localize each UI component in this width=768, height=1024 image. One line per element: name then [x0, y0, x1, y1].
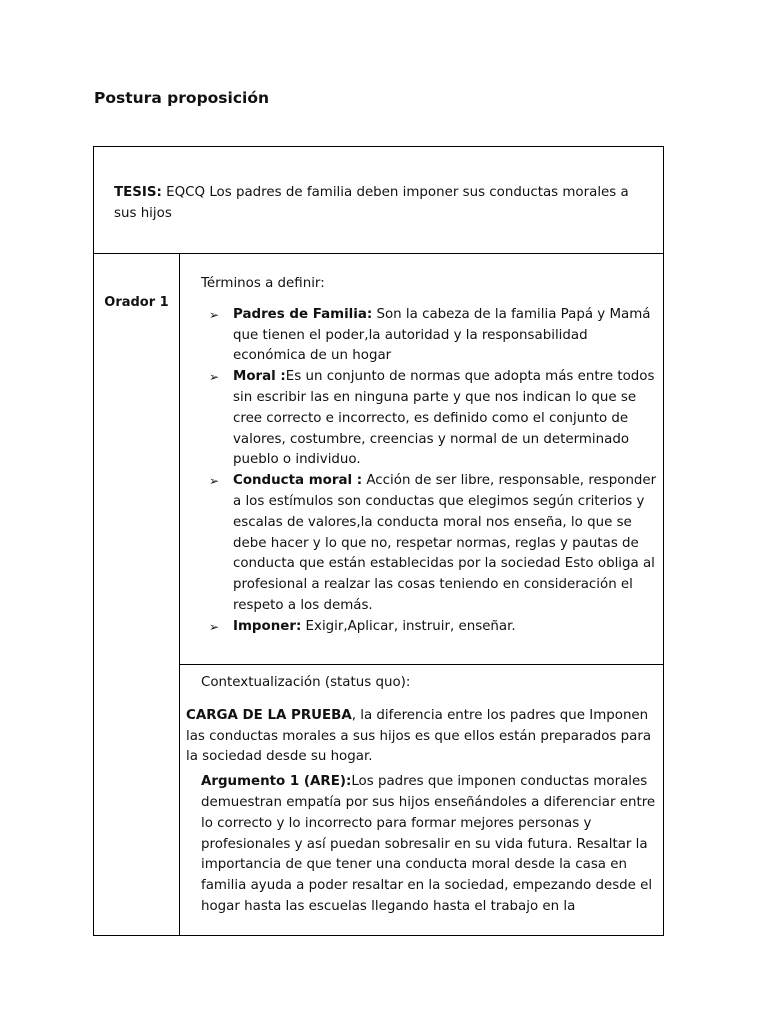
definition-term: Moral :: [233, 369, 286, 385]
definition-item: [209, 367, 657, 471]
definition-text: Es un conjunto de normas que adopta más entre todos sin escribir las en ninguna parte y que nos indican lo que se cree correcto e incorrecto, es definido como el conjunto de valores, costumbre, creencias y normal de un determinado pueblo o individuo.: [233, 369, 655, 468]
page-title: Postura proposición: [94, 89, 270, 107]
definition-item: [209, 617, 657, 638]
burden-label: CARGA DE LA PRUEBA: [186, 707, 352, 723]
argument-text: Los padres que imponen conductas morales demuestran empatía por sus hijos enseñándoles a diferenciar entre lo correcto y lo incorrecto para formar mejores personas y profesionales y así puedan sobresalir en su vida futura. Resaltar la importancia de que tener una conducta moral desde la casa en familia ayuda a poder resaltar en la sociedad, empezando desde el hogar hasta las escuelas llegando hasta el trabajo en la: [201, 774, 656, 914]
arrow-bullet-icon: ➢: [209, 619, 220, 634]
thesis-label: TESIS:: [114, 185, 162, 200]
thesis-row: [94, 147, 664, 254]
definition-term: Imponer:: [233, 618, 302, 634]
definition-text: Acción de ser libre, responsable, responder a los estímulos son conductas que elegimos según criterios y escalas de valores,la conducta moral nos enseña, lo que se debe hacer y lo que no, respetar normas, reglas y pautas de conducta que están establecidas por la sociedad Esto obliga al profesional a realzar las cosas teniendo en consideración el respeto a los demás.: [233, 473, 657, 613]
definition-item: [209, 305, 657, 367]
speaker-row: [94, 254, 664, 665]
definition-text: Exigir,Aplicar, instruir, enseñar.: [301, 618, 516, 634]
burden-of-proof: [180, 706, 663, 768]
speaker-label: Orador 1: [104, 295, 169, 310]
arrow-bullet-icon: ➢: [209, 474, 220, 489]
context-row: [94, 665, 664, 936]
burden-text: , la diferencia entre los padres que Imponen las conductas morales a sus hijos es que ellos están preparados para la sociedad desde su hogar.: [186, 707, 652, 765]
terms-heading: Términos a definir:: [201, 276, 325, 291]
context-cell: [180, 665, 664, 936]
thesis-cell: [94, 147, 664, 254]
debate-table: [93, 146, 664, 936]
definitions-list: [180, 305, 663, 638]
arrow-bullet-icon: ➢: [209, 307, 220, 322]
thesis-statement: [94, 147, 663, 225]
arrow-bullet-icon: ➢: [209, 370, 220, 385]
thesis-text: EQCQ Los padres de familia deben imponer sus conductas morales a sus hijos: [114, 185, 629, 221]
argument-1: [180, 768, 663, 918]
terms-cell: [180, 254, 664, 665]
argument-label: Argumento 1 (ARE):: [201, 774, 352, 790]
definition-term: Padres de Familia:: [233, 306, 373, 322]
definition-term: Conducta moral :: [233, 473, 363, 489]
context-heading: Contextualización (status quo):: [201, 675, 411, 690]
speaker-cell: [94, 254, 180, 936]
definition-item: [209, 471, 657, 617]
definition-text: Son la cabeza de la familia Papá y Mamá que tienen el poder,la autoridad y la responsabilidad económica de un hogar: [233, 306, 651, 364]
